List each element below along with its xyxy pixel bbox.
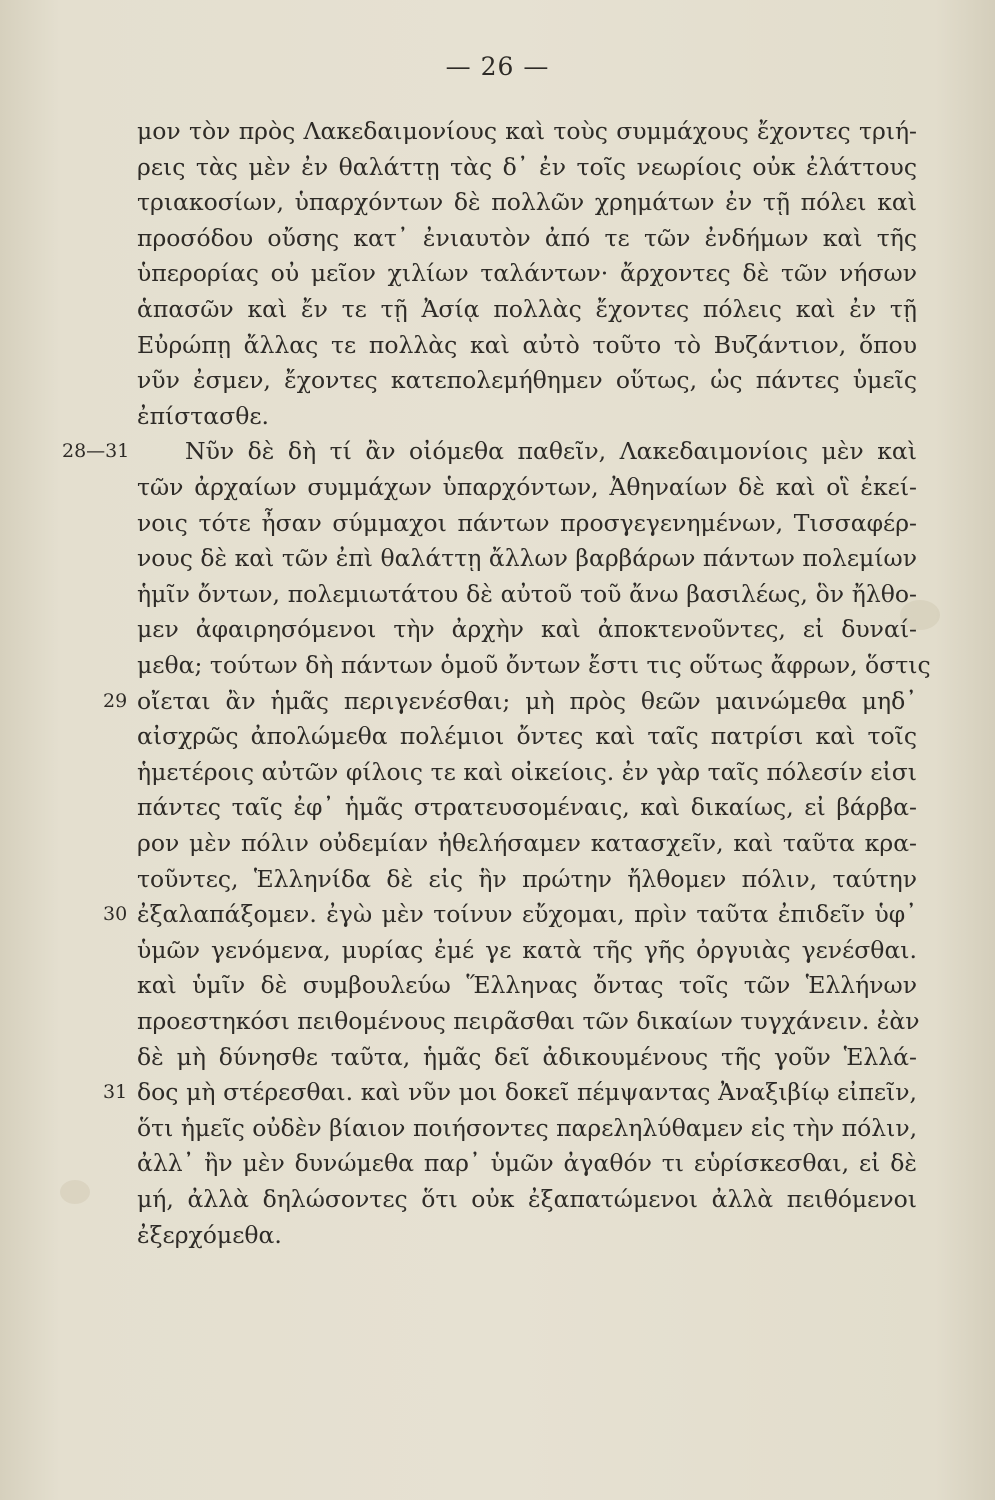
text-line: οἴεται ἂν ἡμᾶς περιγενέσθαι; μὴ πρὸς θεῶν μαινώμεθα μηδ᾽ [137, 686, 917, 715]
text-line: τοῦντες, Ἑλληνίδα δὲ εἰς ἣν πρώτην ἤλθομεν πόλιν, ταύτην [137, 864, 917, 893]
text-line: μεθα; τούτων δὴ πάντων ὁμοῦ ὄντων ἔστι τις οὕτως ἄφρων, ὅστις [137, 651, 931, 679]
text-line: ἐξαλαπάξομεν. ἐγὼ μὲν τοίνυν εὔχομαι, πρὶν ταῦτα ἐπιδεῖν ὑφ᾽ [137, 900, 917, 929]
text-line: ἐξερχόμεθα. [137, 1220, 282, 1249]
text-line: νοις τότε ἦσαν σύμμαχοι πάντων προσγεγενημένων, Τισσαφέρ- [137, 508, 917, 537]
text-line: ὑμῶν γενόμενα, μυρίας ἐμέ γε κατὰ τῆς γῆς ὀργυιὰς γενέσθαι. [137, 935, 917, 964]
text-line: Νῦν δὲ δὴ τί ἂν οἰόμεθα παθεῖν, Λακεδαιμονίοις μὲν καὶ [185, 437, 917, 466]
text-line: νῦν ἐσμεν, ἔχοντες κατεπολεμήθημεν οὕτως, ὡς πάντες ὑμεῖς [137, 366, 917, 395]
text-line: νους δὲ καὶ τῶν ἐπὶ θαλάττῃ ἄλλων βαρβάρων πάντων πολεμίων [137, 544, 917, 573]
section-number: 29 [103, 689, 128, 712]
text-line: προσόδου οὔσης κατ᾽ ἐνιαυτὸν ἀπό τε τῶν ἐνδήμων καὶ τῆς [137, 223, 917, 252]
text-line: ὅτι ἡμεῖς οὐδὲν βίαιον ποιήσοντες παρεληλύθαμεν εἰς τὴν πόλιν, [137, 1113, 918, 1142]
paper-stain [60, 1180, 90, 1204]
text-line: πάντες ταῖς ἐφ᾽ ἡμᾶς στρατευσομέναις, καὶ δικαίως, εἰ βάρβα- [137, 793, 917, 822]
text-line: μεν ἀφαιρησόμενοι τὴν ἀρχὴν καὶ ἀποκτενοῦντες, εἰ δυναί- [137, 615, 917, 644]
text-line: καὶ ὑμῖν δὲ συμβουλεύω Ἕλληνας ὄντας τοῖς τῶν Ἑλλήνων [137, 971, 917, 1000]
page-number: — 26 — [445, 52, 550, 81]
text-line: ἡμῖν ὄντων, πολεμιωτάτου δὲ αὐτοῦ τοῦ ἄνω βασιλέως, ὃν ἤλθο- [137, 579, 917, 608]
text-line: ρον μὲν πόλιν οὐδεμίαν ἠθελήσαμεν κατασχεῖν, καὶ ταῦτα κρα- [137, 829, 917, 857]
section-number: 31 [103, 1081, 128, 1104]
text-line: δὲ μὴ δύνησθε ταῦτα, ἡμᾶς δεῖ ἀδικουμένους τῆς γοῦν Ἑλλά- [137, 1042, 917, 1071]
text-line: ἡμετέροις αὐτῶν φίλοις τε καὶ οἰκείοις. ἐν γὰρ ταῖς πόλεσίν εἰσι [137, 757, 917, 786]
text-line: δος μὴ στέρεσθαι. καὶ νῦν μοι δοκεῖ πέμψαντας Ἀναξιβίῳ εἰπεῖν, [137, 1078, 917, 1107]
text-line: μή, ἀλλὰ δηλώσοντες ὅτι οὐκ ἐξαπατώμενοι ἀλλὰ πειθόμενοι [137, 1185, 917, 1213]
text-line: μον τὸν πρὸς Λακεδαιμονίους καὶ τοὺς συμμάχους ἔχοντες τριή- [137, 117, 917, 145]
text-line: προεστηκόσι πειθομένους πειρᾶσθαι τῶν δικαίων τυγχάνειν. ἐὰν [137, 1007, 920, 1035]
section-number: 30 [103, 903, 128, 926]
text-line: ρεις τὰς μὲν ἐν θαλάττῃ τὰς δ᾽ ἐν τοῖς νεωρίοις οὐκ ἐλάττους [137, 152, 917, 181]
section-number: 28—31 [62, 440, 130, 463]
text-line: ὑπερορίας οὐ μεῖον χιλίων ταλάντων· ἄρχοντες δὲ τῶν νήσων [137, 259, 917, 288]
text-line: αἰσχρῶς ἀπολώμεθα πολέμιοι ὄντες καὶ ταῖς πατρίσι καὶ τοῖς [137, 722, 917, 751]
text-line: ἁπασῶν καὶ ἔν τε τῇ Ἀσίᾳ πολλὰς ἔχοντες πόλεις καὶ ἐν τῇ [137, 295, 917, 323]
text-line: ἐπίστασθε. [137, 401, 270, 430]
text-line: ἀλλ᾽ ἢν μὲν δυνώμεθα παρ᾽ ὑμῶν ἀγαθόν τι εὑρίσκεσθαι, εἰ δὲ [137, 1149, 917, 1178]
text-line: τριακοσίων, ὑπαρχόντων δὲ πολλῶν χρημάτων ἐν τῇ πόλει καὶ [137, 188, 917, 217]
text-line: Εὐρώπῃ ἄλλας τε πολλὰς καὶ αὐτὸ τοῦτο τὸ Βυζάντιον, ὅπου [137, 330, 917, 359]
text-line: τῶν ἀρχαίων συμμάχων ὑπαρχόντων, Ἀθηναίων δὲ καὶ οἳ ἐκεί- [137, 473, 917, 501]
